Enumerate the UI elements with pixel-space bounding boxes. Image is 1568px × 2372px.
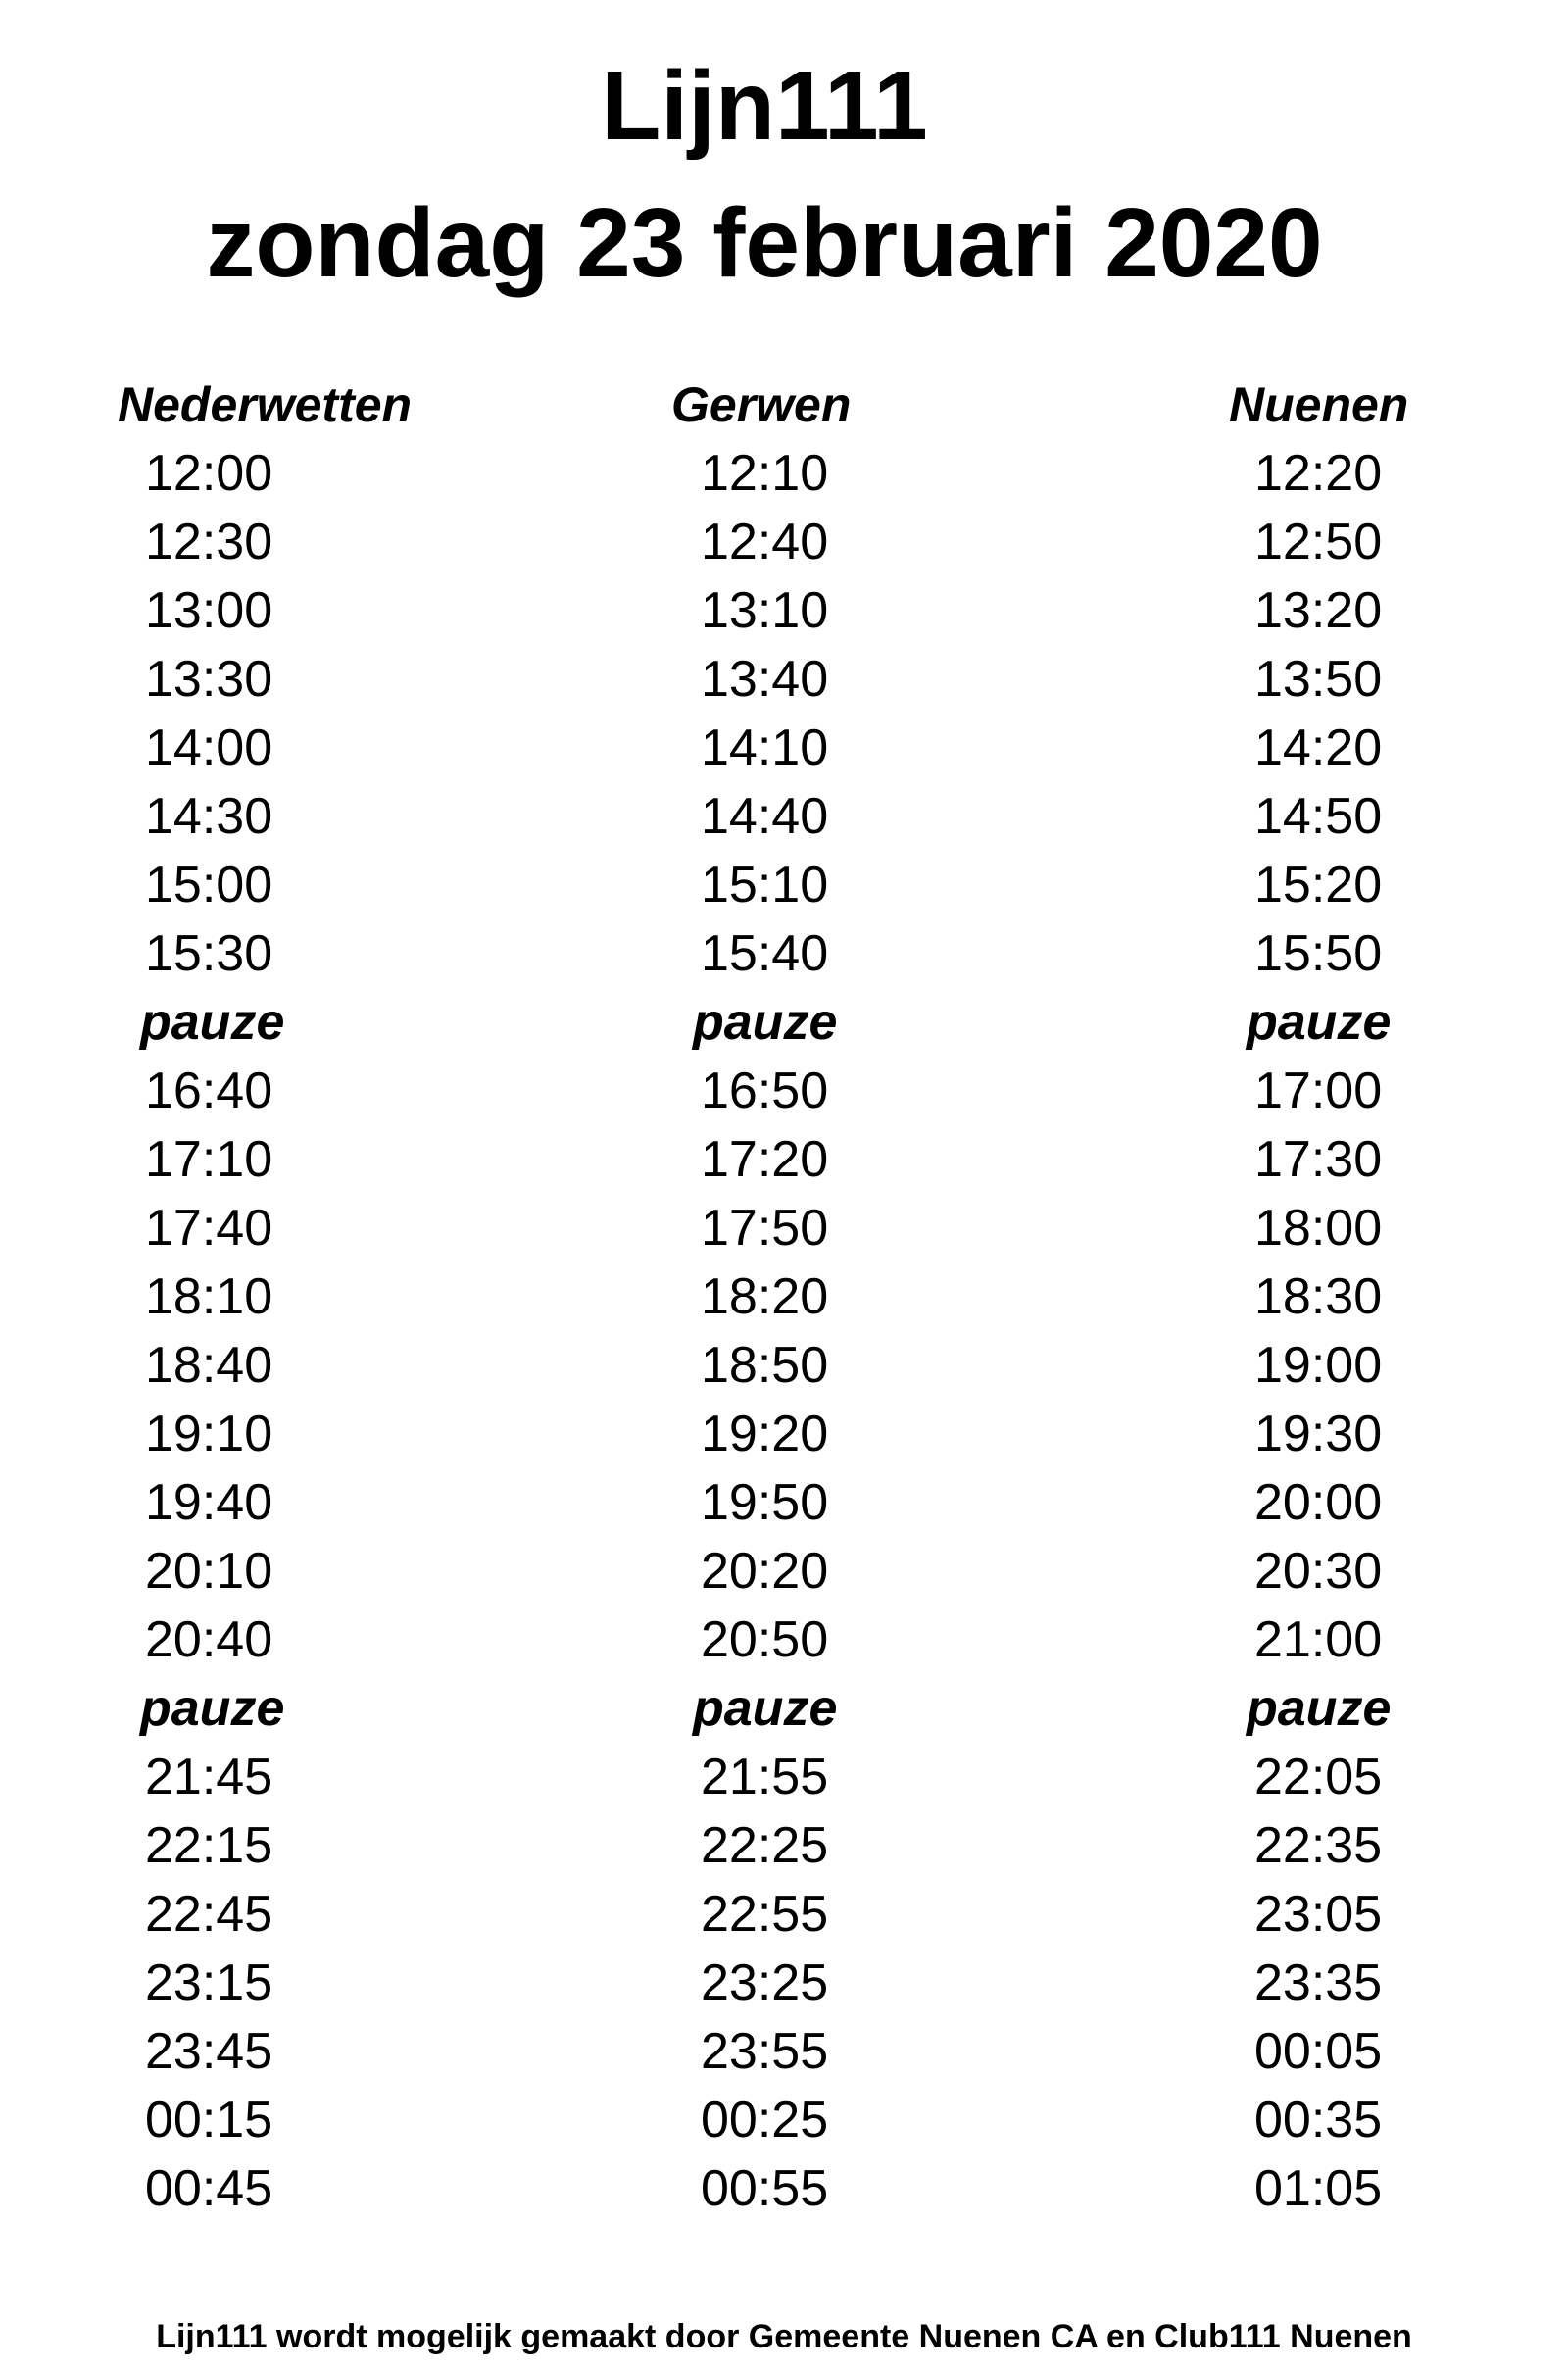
departure-time: 01:05	[1254, 2160, 1383, 2217]
departure-time: 20:30	[1254, 1543, 1383, 1600]
departure-time: 17:10	[145, 1131, 273, 1188]
departure-time: 23:05	[1254, 1886, 1383, 1943]
departure-time: 19:10	[145, 1406, 273, 1462]
departure-time: 18:10	[145, 1268, 273, 1325]
times-list-gerwen	[568, 439, 960, 2223]
column-header-gerwen: Gerwen	[671, 377, 852, 432]
departure-time: 18:30	[1254, 1268, 1383, 1325]
departure-time: 00:25	[701, 2092, 829, 2149]
departure-time: 14:50	[1254, 788, 1383, 845]
times-list-nuenen	[1123, 439, 1515, 2223]
departure-time: 12:30	[145, 514, 273, 570]
departure-time: 15:50	[1254, 925, 1383, 982]
departure-time: 22:25	[701, 1817, 829, 1874]
departure-time: 15:00	[145, 857, 273, 914]
departure-time: 23:45	[145, 2023, 273, 2080]
departure-time: 14:30	[145, 788, 273, 845]
timetable-column-nederwetten	[78, 371, 470, 2223]
departure-time: 17:30	[1254, 1131, 1383, 1188]
departure-time: 17:20	[701, 1131, 829, 1188]
departure-time: 13:20	[1254, 582, 1383, 639]
departure-time: 19:20	[701, 1406, 829, 1462]
departure-time: 12:10	[701, 445, 829, 502]
departure-time: 16:50	[701, 1062, 829, 1119]
page-subtitle-date: zondag 23 februari 2020	[206, 188, 1323, 298]
departure-time: 23:55	[701, 2023, 829, 2080]
departure-time: 12:50	[1254, 514, 1383, 570]
departure-time: 21:55	[701, 1749, 829, 1805]
departure-time: 00:35	[1254, 2092, 1383, 2149]
departure-time: 23:35	[1254, 1954, 1383, 2011]
departure-time: 15:20	[1254, 857, 1383, 914]
departure-time: 22:35	[1254, 1817, 1383, 1874]
departure-time: 19:00	[1254, 1337, 1383, 1394]
departure-time: 18:20	[701, 1268, 829, 1325]
pause-label: pauze	[693, 994, 838, 1051]
departure-time: 00:55	[701, 2160, 829, 2217]
departure-time: 22:55	[701, 1886, 829, 1943]
departure-time: 16:40	[145, 1062, 273, 1119]
departure-time: 23:25	[701, 1954, 829, 2011]
departure-time: 13:50	[1254, 651, 1383, 708]
departure-time: 18:00	[1254, 1200, 1383, 1257]
departure-time: 00:45	[145, 2160, 273, 2217]
departure-time: 12:40	[701, 514, 829, 570]
departure-time: 14:40	[701, 788, 829, 845]
column-header-nederwetten: Nederwetten	[118, 377, 413, 432]
departure-time: 15:30	[145, 925, 273, 982]
departure-time: 22:05	[1254, 1749, 1383, 1805]
departure-time: 12:00	[145, 445, 273, 502]
departure-time: 14:20	[1254, 719, 1383, 776]
timetable-column-gerwen	[568, 371, 960, 2223]
departure-time: 20:40	[145, 1611, 273, 1668]
departure-time: 19:50	[701, 1474, 829, 1531]
departure-time: 20:10	[145, 1543, 273, 1600]
departure-time: 17:00	[1254, 1062, 1383, 1119]
departure-time: 21:45	[145, 1749, 273, 1805]
departure-time: 19:30	[1254, 1406, 1383, 1462]
footer-credits: Lijn111 wordt mogelijk gemaakt door Gemeente Nuenen CA en Club111 Nuenen	[156, 2318, 1412, 2355]
departure-time: 17:40	[145, 1200, 273, 1257]
departure-time: 23:15	[145, 1954, 273, 2011]
departure-time: 13:00	[145, 582, 273, 639]
departure-time: 20:20	[701, 1543, 829, 1600]
departure-time: 13:10	[701, 582, 829, 639]
departure-time: 22:45	[145, 1886, 273, 1943]
departure-time: 00:15	[145, 2092, 273, 2149]
departure-time: 19:40	[145, 1474, 273, 1531]
departure-time: 20:50	[701, 1611, 829, 1668]
departure-time: 18:50	[701, 1337, 829, 1394]
departure-time: 22:15	[145, 1817, 273, 1874]
departure-time: 13:30	[145, 651, 273, 708]
pause-label: pauze	[1247, 1680, 1392, 1737]
departure-time: 00:05	[1254, 2023, 1383, 2080]
departure-time: 15:40	[701, 925, 829, 982]
departure-time: 15:10	[701, 857, 829, 914]
page-title: Lijn111	[601, 51, 928, 161]
departure-time: 13:40	[701, 651, 829, 708]
pause-label: pauze	[693, 1680, 838, 1737]
departure-time: 17:50	[701, 1200, 829, 1257]
departure-time: 21:00	[1254, 1611, 1383, 1668]
pause-label: pauze	[140, 994, 285, 1051]
pause-label: pauze	[1247, 994, 1392, 1051]
departure-time: 14:10	[701, 719, 829, 776]
departure-time: 18:40	[145, 1337, 273, 1394]
timetable-column-nuenen	[1123, 371, 1515, 2223]
times-list-nederwetten	[78, 439, 470, 2223]
departure-time: 20:00	[1254, 1474, 1383, 1531]
column-header-nuenen: Nuenen	[1229, 377, 1409, 432]
departure-time: 14:00	[145, 719, 273, 776]
departure-time: 12:20	[1254, 445, 1383, 502]
pause-label: pauze	[140, 1680, 285, 1737]
